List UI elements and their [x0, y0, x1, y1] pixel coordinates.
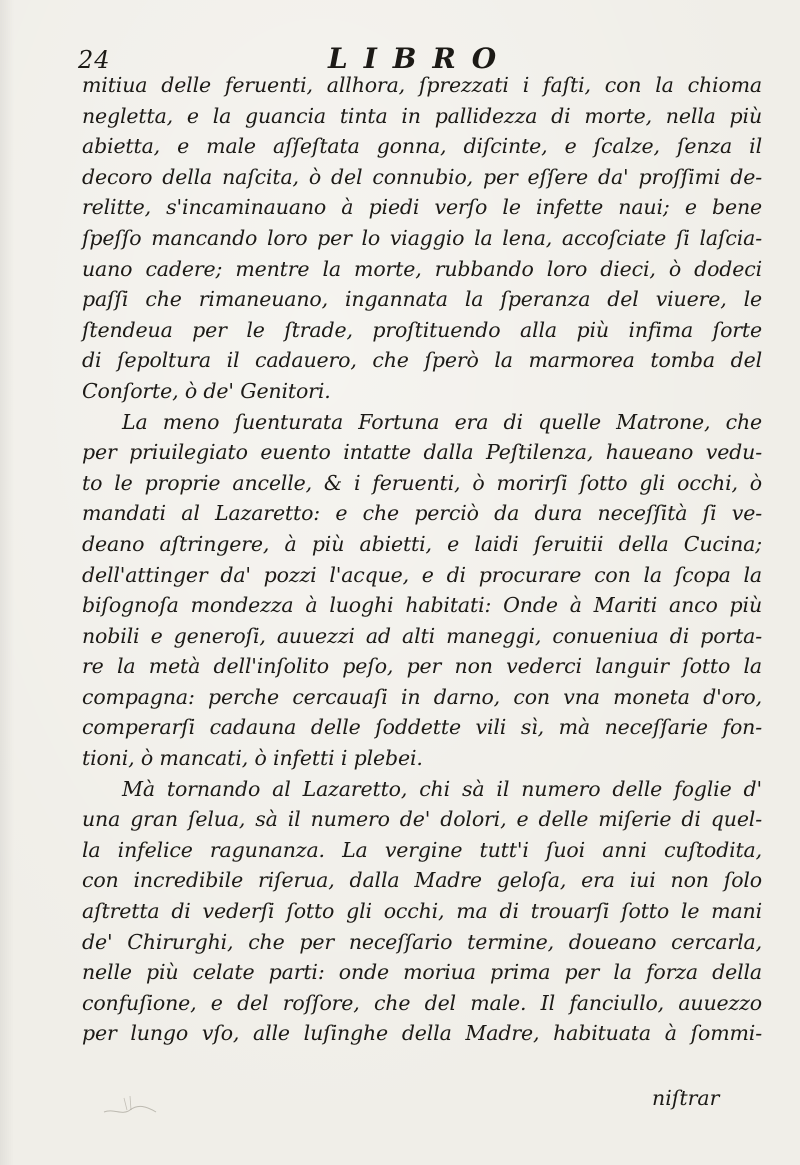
text-line: mandati al Lazaretto: e che perciò da dura neceſſità ſi ve- — [82, 501, 762, 526]
page-gutter-shadow — [0, 0, 14, 1165]
text-line: una gran ſelua, sà il numero de' dolori, e delle miſerie di quel- — [82, 807, 762, 832]
text-line: per priuilegiato euento intatte dalla Peſtilenza, haueano vedu- — [82, 440, 762, 465]
text-line: abietta, e male aſſeſtata gonna, diſcinte, e ſcalze, ſenza il — [82, 134, 762, 159]
text-line: compagna: perche cercauaſi in darno, con vna moneta d'oro, — [82, 684, 762, 709]
text-line: aſtretta di vederſi ſotto gli occhi, ma di trouarſi ſotto le mani — [82, 899, 762, 924]
text-line: deano aſtringere, à più abietti, e laidi ſeruitii della Cucina; — [82, 531, 762, 556]
text-line: nobili e generoſi, auuezzi ad alti maneggi, conueniua di porta- — [82, 623, 762, 648]
text-line: tioni, ò mancati, ò infetti i plebei. — [82, 746, 423, 771]
text-line: comperarſi cadauna delle ſoddette vili sì, mà neceſſarie fon- — [82, 715, 762, 740]
text-line: to le proprie ancelle, & i feruenti, ò morirſi ſotto gli occhi, ò — [82, 470, 762, 495]
text-line: biſognoſa mondezza à luoghi habitati: Onde à Mariti anco più — [82, 593, 762, 618]
text-line: con incredibile riſerua, dalla Madre geloſa, era iui non ſolo — [82, 868, 762, 893]
paragraph-start-line: La meno ſuenturata Fortuna era di quelle Matrone, che — [122, 409, 762, 434]
ink-smudge-mark — [100, 1090, 160, 1120]
text-line: nelle più celate parti: onde moriua prima per la forza della — [82, 960, 762, 985]
text-line: negletta, e la guancia tinta in pallidezza di morte, nella più — [82, 103, 762, 128]
text-line: de' Chirurghi, che per neceſſario termine, doueano cercarla, — [82, 929, 762, 954]
catchword: niſtrar — [652, 1086, 720, 1110]
text-line: per lungo vſo, alle luſinghe della Madre, habituata à ſommi- — [82, 1021, 762, 1046]
text-line: relitte, s'incaminauano à piedi verſo le infette naui; e bene — [82, 195, 762, 220]
text-line: confuſione, e del roſſore, che del male. Il fanciullo, auuezzo — [82, 990, 762, 1015]
text-line: Conſorte, ò de' Genitori. — [82, 378, 331, 403]
text-line: uano cadere; mentre la morte, rubbando loro dieci, ò dodeci — [82, 256, 762, 281]
body-text — [82, 70, 762, 1049]
text-line: la infelice ragunanza. La vergine tutt'i ſuoi anni cuſtodita, — [82, 837, 762, 862]
text-line: ſpeſſo mancando loro per lo viaggio la lena, accoſciate ſi laſcia- — [82, 225, 762, 250]
running-head: LIBRO — [328, 42, 513, 75]
text-line: decoro della naſcita, ò del connubio, per eſſere da' proſſimi de- — [82, 164, 762, 189]
text-line: mitiua delle feruenti, allhora, ſprezzati i faſti, con la chioma — [82, 73, 762, 97]
page-number: 24 — [78, 46, 111, 74]
paragraph-start-line: Mà tornando al Lazaretto, chi sà il numero delle foglie d' — [122, 776, 762, 801]
text-line: re la metà dell'inſolito peſo, per non vederci languir ſotto la — [82, 654, 762, 679]
text-line: ſtendeua per le ſtrade, proſtituendo alla più infima ſorte — [82, 317, 762, 342]
text-line: paſſi che rimaneuano, ingannata la ſperanza del viuere, le — [82, 287, 762, 312]
text-line: di ſepoltura il cadauero, che ſperò la marmorea tomba del — [82, 348, 762, 373]
text-line: dell'attinger da' pozzi l'acque, e di procurare con la ſcopa la — [82, 562, 762, 587]
